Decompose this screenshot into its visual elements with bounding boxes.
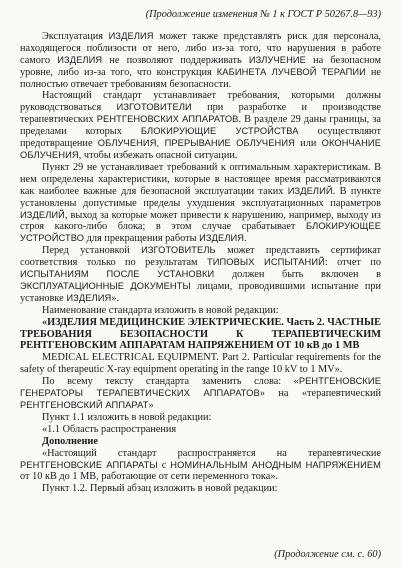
defined-term: РЕНТГЕНОВСКИХ АППАРАТОВ bbox=[96, 114, 239, 125]
text-run: с bbox=[157, 459, 171, 471]
defined-term: ИЗДЕЛИЯ bbox=[108, 30, 154, 41]
paragraph-scope bbox=[20, 448, 381, 484]
paragraph-replace-words bbox=[20, 376, 381, 412]
defined-term: ИЗДЕЛИЙ bbox=[287, 185, 333, 196]
text-run: или bbox=[294, 138, 322, 150]
item-1-1-title: «1.1 Область распространения bbox=[42, 423, 177, 435]
defined-term: ИЗДЕЛИЯ bbox=[66, 292, 112, 303]
text-run: лицами, проводившими испытание при установке bbox=[20, 280, 381, 304]
text-run: от 10 кВ до 1 МВ, работающие от сети переменного тока». bbox=[20, 471, 279, 483]
defined-term: РЕНТГЕНОВСКИЕ АППАРАТЫ bbox=[20, 459, 158, 470]
text-run: . В разделе 29 даны границы, за пределами которых bbox=[20, 114, 381, 138]
text-run: на безопасном уровне, либо из-за того, что конструкция bbox=[20, 54, 381, 78]
text-run: для прекращения работы bbox=[84, 233, 200, 245]
standard-title-russian: «ИЗДЕЛИЯ МЕДИЦИНСКИЕ ЭЛЕКТРИЧЕСКИЕ. Часть 2. ЧАСТНЫЕ ТРЕБОВАНИЯ БЕЗОПАСНОСТИ К ТЕРАПЕВТИЧЕСКИМ РЕНТГЕНОВСКИМ АППАРАТАМ НАПРЯЖЕНИЕМ ОТ 10 кВ до 1 МВ bbox=[20, 316, 381, 352]
defined-term: ЭКСПЛУАТАЦИОННЫЕ ДОКУМЕНТЫ bbox=[20, 280, 191, 291]
text-run: не полностью отвечает требованиям безопасности. bbox=[20, 66, 382, 90]
paragraph-operation-risk bbox=[20, 31, 381, 91]
defined-term: БЛОКИРУЮЩИЕ УСТРОЙСТВА bbox=[140, 126, 299, 137]
paragraph-certificate bbox=[20, 245, 381, 305]
text-run: Эксплуатация bbox=[42, 30, 109, 42]
defined-term: КАБИНЕТА ЛУЧЕВОЙ ТЕРАПИИ bbox=[216, 66, 366, 77]
defined-term: НОМИНАЛЬНЫМ АНОДНЫМ НАПРЯЖЕНИЕМ bbox=[170, 459, 382, 470]
defined-term: ИСПЫТАНИЯМ ПОСЛЕ УСТАНОВКИ bbox=[20, 269, 215, 280]
paragraph-item-29 bbox=[20, 162, 381, 245]
text-run: . В пункте установлены допустимые пределы ухудшения эксплуатационных параметров bbox=[20, 185, 381, 209]
defined-term: ТИПОВЫХ ИСПЫТАНИЙ bbox=[206, 257, 325, 268]
item-1-2-text: Пункт 1.2. Первый абзац изложить в новой редакции: bbox=[42, 483, 278, 495]
text-run: может также представлять риск для персонала, находящегося поблизости от него, либо из-за того, что нарушения в работе самого bbox=[20, 30, 381, 66]
addition-label: Дополнение bbox=[42, 435, 98, 447]
standard-title-english: MEDICAL ELECTRICAL EQUIPMENT. Part 2. Particular requirements for the safety of therapeutic X-ray equipment operating in the range 10 kV to 1 MV». bbox=[20, 352, 381, 376]
defined-term: ИЗГОТОВИТЕЛИ bbox=[116, 102, 192, 113]
defined-term: ИЗДЕЛИЙ bbox=[20, 209, 65, 220]
paragraph-manufacturer-requirements bbox=[20, 90, 381, 161]
defined-term: ИЗДЕЛИЯ bbox=[199, 233, 245, 244]
text-run: осуществляют предотвращение bbox=[20, 126, 381, 150]
text-run: ». bbox=[111, 292, 120, 304]
text-run: » bbox=[148, 400, 154, 411]
defined-term: РЕНТГЕНОВСКИЙ АППАРАТ bbox=[20, 400, 149, 410]
defined-term: РЕНТГЕНОВСКИЕ ГЕНЕРАТОРЫ ТЕРАПЕВТИЧЕСКИХ АППАРАТОВ bbox=[20, 376, 381, 399]
defined-term: ИЗДЕЛИЯ bbox=[57, 54, 103, 65]
text-run: Пункт 29 не устанавливает требований к оптимальным характеристикам. В нем определены характеристики, которые в настоящее время рассматриваются как наиболее важные для безопасной эксплуатации таких bbox=[20, 161, 381, 197]
page-header: (Продолжение изменения № 1 к ГОСТ Р 50267.8—93) bbox=[145, 9, 381, 20]
text-run: » на «терапевтический bbox=[259, 388, 381, 400]
text-run: Перед установкой bbox=[42, 245, 142, 257]
defined-term: ОКОНЧАНИЕ ОБЛУЧЕНИЯ bbox=[20, 138, 382, 160]
text-run: По всему тексту стандарта заменить слова: « bbox=[42, 376, 299, 388]
text-run: «Настоящий стандарт распространяется на терапевтические bbox=[42, 447, 381, 459]
defined-term: БЛОКИРУЮЩЕЕ УСТРОЙСТВО bbox=[20, 221, 381, 244]
text-run: при разработке и производстве терапевтических bbox=[20, 102, 381, 126]
defined-term: ОБЛУЧЕНИЯ, ПРЕРЫВАНИЕ ОБЛУЧЕНИЯ bbox=[97, 138, 295, 149]
defined-term: ИЗГОТОВИТЕЛЬ bbox=[141, 245, 216, 256]
defined-term: ИЗЛУЧЕНИЕ bbox=[248, 54, 306, 65]
text-run: , чтобы избежать опасной ситуации. bbox=[78, 149, 238, 161]
text-run: . bbox=[244, 233, 247, 245]
item-1-1-intro: Пункт 1.1 изложить в новой редакции: bbox=[42, 411, 212, 423]
text-run: не позволяют поддерживать bbox=[102, 54, 249, 66]
page-footer: (Продолжение см. с. 60) bbox=[274, 549, 381, 561]
text-run: Настоящий стандарт устанавливает требования, которыми должны руководствоваться bbox=[20, 90, 381, 114]
text-run: должен быть включен в bbox=[214, 269, 381, 281]
text-run: может представить сертификат соответствия только по результатам bbox=[20, 245, 381, 269]
text-run: : отчет по bbox=[324, 257, 381, 269]
text-run: , выход за которые может привести к нарушению, например, выходу из строя какого-либо блока; в этом случае срабатывает bbox=[20, 209, 381, 233]
standard-name-intro: Наименование стандарта изложить в новой редакции: bbox=[42, 304, 279, 316]
